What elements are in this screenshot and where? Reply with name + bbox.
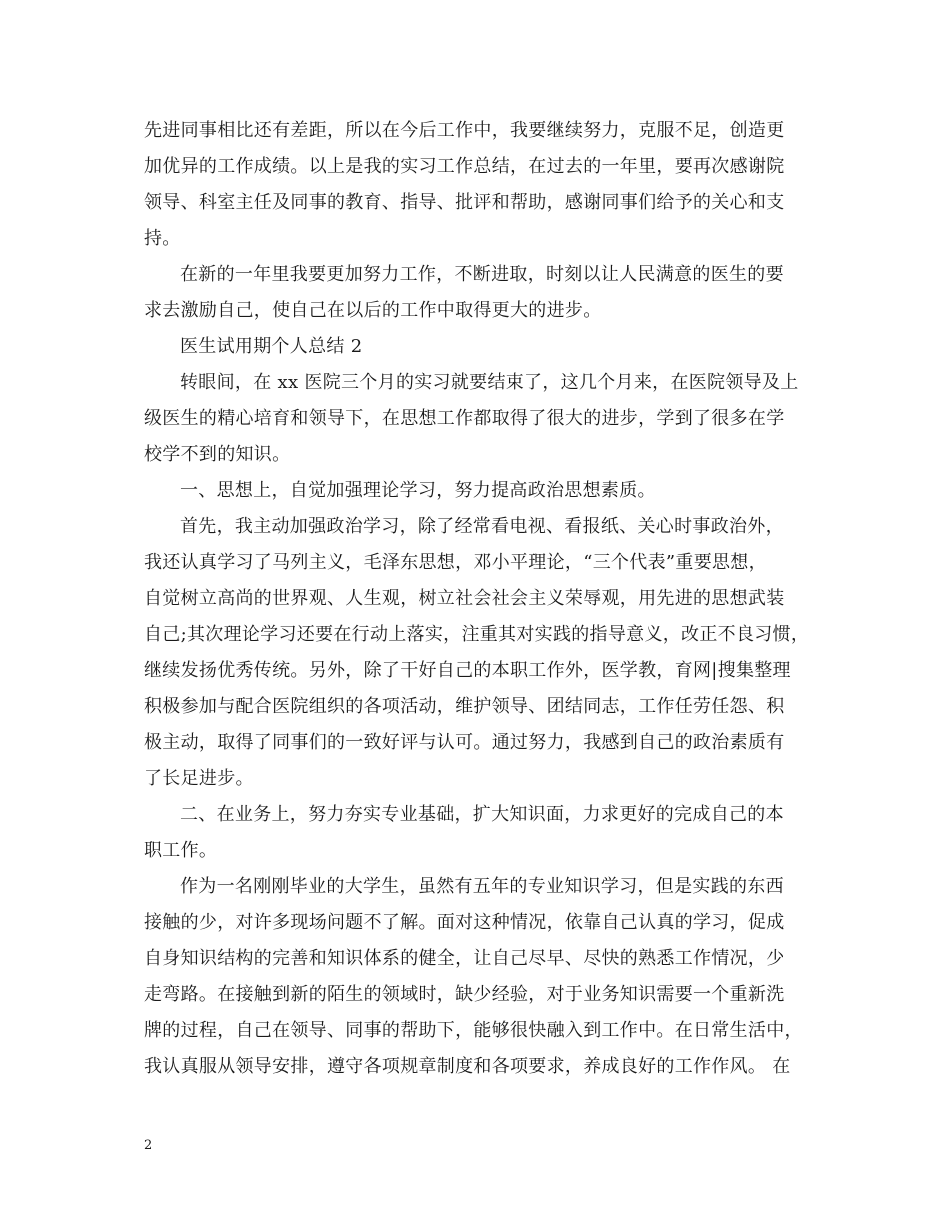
subheading-line: 一、思想上，自觉加强理论学习，努力提高政治思想素质。 — [180, 480, 656, 501]
text-line: 自觉树立高尚的世界观、人生观，树立社会社会主义荣辱观，用先进的思想武装 — [144, 588, 785, 609]
text-line: 级医生的精心培育和领导下，在思想工作都取得了很大的进步，学到了很多在学 — [144, 408, 785, 429]
paragraph-start-line: 在新的一年里我要更加努力工作，不断进取，时刻以让人民满意的医生的要 — [180, 264, 784, 285]
text-line: 牌的过程，自己在领导、同事的帮助下，能够很快融入到工作中。在日常生活中， — [144, 1020, 803, 1041]
paragraph-start-line: 转眼间，在 xx 医院三个月的实习就要结束了，这几个月来，在医院领导及上 — [180, 372, 799, 393]
text-line: 领导、科室主任及同事的教育、指导、批评和帮助，感谢同事们给予的关心和支 — [144, 192, 785, 213]
text-line: 职工作。 — [144, 840, 218, 861]
text-line: 自己;其次理论学习还要在行动上落实，注重其对实践的指导意义，改正不良习惯， — [144, 624, 810, 645]
section-title: 医生试用期个人总结 2 — [180, 336, 363, 357]
subheading-line: 二、在业务上，努力夯实专业基础，扩大知识面，力求更好的完成自己的本 — [180, 804, 784, 825]
text-line: 继续发扬优秀传统。另外，除了干好自己的本职工作外，医学教，育网|搜集整理 — [144, 660, 791, 681]
text-line: 先进同事相比还有差距，所以在今后工作中，我要继续努力，克服不足，创造更 — [144, 120, 785, 141]
text-line: 走弯路。在接触到新的陌生的领域时，缺少经验，对于业务知识需要一个重新洗 — [144, 984, 785, 1005]
text-line: 接触的少，对许多现场问题不了解。面对这种情况，依靠自己认真的学习，促成 — [144, 912, 785, 933]
text-line: 极主动，取得了同事们的一致好评与认可。通过努力，我感到自己的政治素质有 — [144, 732, 785, 753]
paragraph-start-line: 作为一名刚刚毕业的大学生，虽然有五年的专业知识学习，但是实践的东西 — [180, 876, 784, 897]
text-line: 我认真服从领导安排，遵守各项规章制度和各项要求，养成良好的工作作风。 在 — [144, 1056, 791, 1077]
text-line: 自身知识结构的完善和知识体系的健全，让自己尽早、尽快的熟悉工作情况，少 — [144, 948, 785, 969]
text-line: 求去激励自己，使自己在以后的工作中取得更大的进步。 — [144, 300, 602, 321]
text-line: 我还认真学习了马列主义，毛泽东思想，邓小平理论，“三个代表”重要思想， — [144, 552, 767, 573]
text-line: 校学不到的知识。 — [144, 444, 291, 465]
text-line: 积极参加与配合医院组织的各项活动，维护领导、团结同志，工作任劳任怨、积 — [144, 696, 785, 717]
page-number: 2 — [144, 1138, 153, 1153]
text-line: 了长足进步。 — [144, 768, 254, 789]
paragraph-start-line: 首先，我主动加强政治学习，除了经常看电视、看报纸、关心时事政治外， — [180, 516, 784, 537]
text-line: 持。 — [144, 228, 181, 249]
text-line: 加优异的工作成绩。以上是我的实习工作总结，在过去的一年里，要再次感谢院 — [144, 156, 785, 177]
